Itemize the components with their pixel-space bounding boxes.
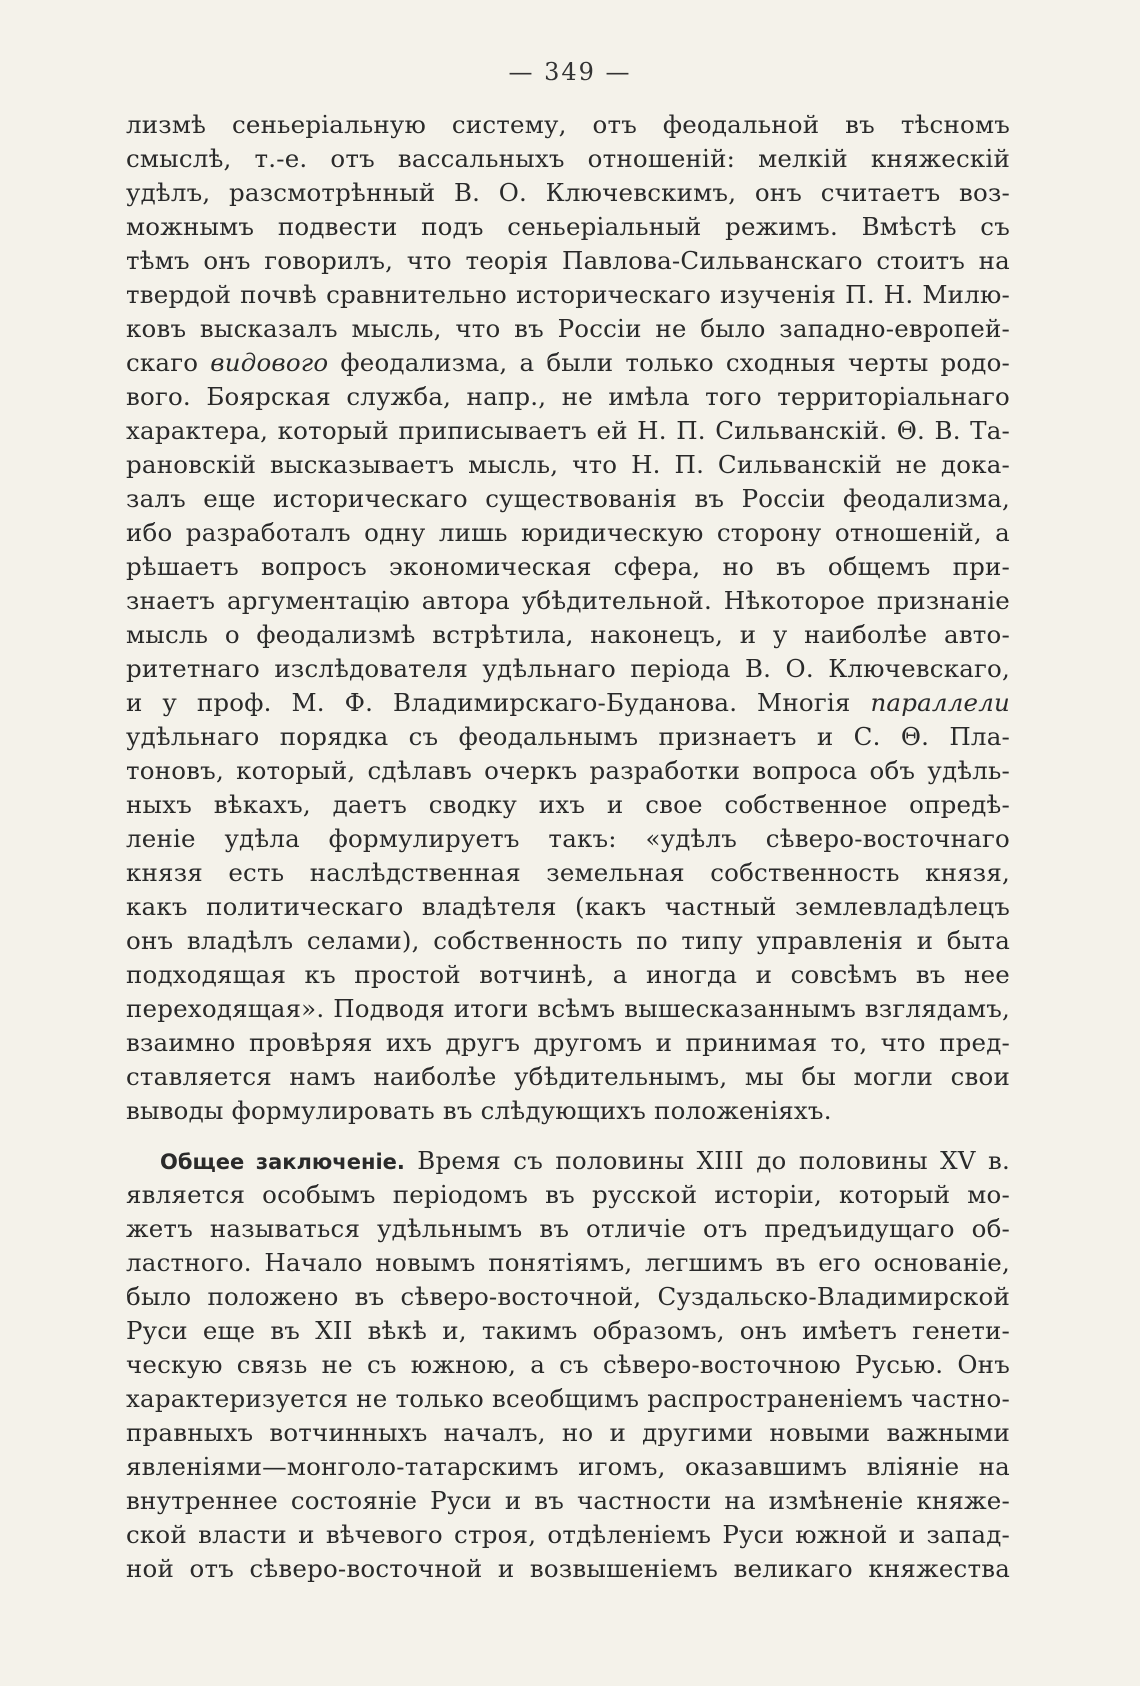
text-line: переходящая». Подводя итоги всѣмъ вышесказаннымъ взглядамъ, [126, 994, 1010, 1023]
text-line: подходящая къ простой вотчинѣ, а иногда и совсѣмъ въ нее [126, 960, 1010, 989]
text-line: правныхъ вотчинныхъ началъ, но и другими новыми важными [126, 1418, 1010, 1447]
text-segment: и у проф. М. Ф. Владимирскаго-Буданова. Многія [126, 688, 871, 717]
text-line: ставляется намъ наиболѣе убѣдительнымъ, мы бы могли свои [126, 1062, 1010, 1091]
paragraph-2 [126, 1144, 1010, 1586]
text-line: удѣлъ, разсмотрѣнный В. О. Ключевскимъ, онъ считаетъ воз- [126, 178, 1010, 207]
text-line: выводы формулировать въ слѣдующихъ положеніяхъ. [126, 1096, 832, 1125]
text-line: смыслѣ, т.-е. отъ вассальныхъ отношеній: мелкій княжескій [126, 144, 1010, 173]
text-line: было положено въ сѣверо-восточной, Суздальско-Владимирской [126, 1282, 1010, 1311]
text-line: тѣмъ онъ говорилъ, что теорія Павлова-Сильванскаго стоитъ на [126, 246, 1010, 275]
text-line: лизмѣ сеньеріальную систему, отъ феодальной въ тѣсномъ [126, 110, 1010, 139]
text-line: удѣльнаго порядка съ феодальнымъ признаетъ и С. Θ. Пла- [126, 722, 1010, 751]
text-line: характеризуется не только всеобщимъ распространеніемъ частно- [126, 1384, 1010, 1413]
text-line: твердой почвѣ сравнительно историческаго изученія П. Н. Милю- [126, 280, 1010, 309]
text-line: онъ владѣлъ селами), собственность по типу управленія и быта [126, 926, 1010, 955]
text-line [126, 346, 1010, 380]
text-line: леніе удѣла формулируетъ такъ: «удѣлъ сѣверо-восточнаго [126, 824, 1010, 853]
section-heading: Общее заключеніе. [160, 1150, 405, 1174]
text-line: князя есть наслѣдственная земельная собственность князя, [126, 858, 1010, 887]
text-line: явленіями—монголо-татарскимъ игомъ, оказавшимъ вліяніе на [126, 1452, 1010, 1481]
text-line: ной отъ сѣверо-восточной и возвышеніемъ великаго княжества [126, 1554, 1010, 1583]
text-segment: феодализма, а были только сходныя черты родо- [328, 348, 1010, 377]
text-line: мысль о феодализмѣ встрѣтила, наконецъ, и у наиболѣе авто- [126, 620, 1010, 649]
text-line: Руси еще въ XII вѣкѣ и, такимъ образомъ, онъ имѣетъ генети- [126, 1316, 1010, 1345]
text-line: характера, который приписываетъ ей Н. П. Сильванскій. Θ. В. Та- [126, 416, 1010, 445]
page-number: — 349 — [508, 58, 632, 86]
text-line: ковъ высказалъ мысль, что въ Россіи не было западно-европей- [126, 314, 1010, 343]
text-line: является особымъ періодомъ въ русской исторіи, который мо- [126, 1180, 1010, 1209]
text-line: жетъ называться удѣльнымъ въ отличіе отъ предъидущаго об- [126, 1214, 1010, 1243]
text-line [126, 1144, 1010, 1178]
text-line: рѣшаетъ вопросъ экономическая сфера, но въ общемъ при- [126, 552, 1010, 581]
paragraph-1 [126, 108, 1010, 1128]
text-line: залъ еще историческаго существованія въ Россіи феодализма, [126, 484, 1010, 513]
text-line: знаетъ аргументацію автора убѣдительной. Нѣкоторое признаніе [126, 586, 1010, 615]
text-line: взаимно провѣряя ихъ другъ другомъ и принимая то, что пред- [126, 1028, 1010, 1057]
text-segment: Время съ половины XIII до половины XV в. [404, 1146, 1010, 1175]
italic-term: видового [210, 348, 329, 377]
text-line: тоновъ, который, сдѣлавъ очеркъ разработки вопроса объ удѣль- [126, 756, 1010, 785]
text-line: внутреннее состояніе Руси и въ частности на измѣненіе княже- [126, 1486, 1010, 1515]
text-line: ныхъ вѣкахъ, даетъ сводку ихъ и свое собственное опредѣ- [126, 790, 1010, 819]
text-line: можнымъ подвести подъ сеньеріальный режимъ. Вмѣстѣ съ [126, 212, 1010, 241]
text-line [126, 686, 1010, 720]
text-line: ческую связь не съ южною, а съ сѣверо-восточною Русью. Онъ [126, 1350, 1010, 1379]
text-line: рановскій высказываетъ мысль, что Н. П. Сильванскій не дока- [126, 450, 1010, 479]
text-line: ритетнаго изслѣдователя удѣльнаго періода В. О. Ключевскаго, [126, 654, 1010, 683]
text-line: ибо разработалъ одну лишь юридическую сторону отношеній, а [126, 518, 1010, 547]
text-segment: скаго [126, 348, 211, 377]
text-line: какъ политическаго владѣтеля (какъ частный землевладѣлецъ [126, 892, 1010, 921]
text-line: ской власти и вѣчевого строя, отдѣленіемъ Руси южной и запад- [126, 1520, 1010, 1549]
italic-term: параллели [870, 688, 1010, 717]
text-line: ластного. Начало новымъ понятіямъ, легшимъ въ его основаніе, [126, 1248, 1010, 1277]
text-line: вого. Боярская служба, напр., не имѣла того территоріальнаго [126, 382, 1010, 411]
